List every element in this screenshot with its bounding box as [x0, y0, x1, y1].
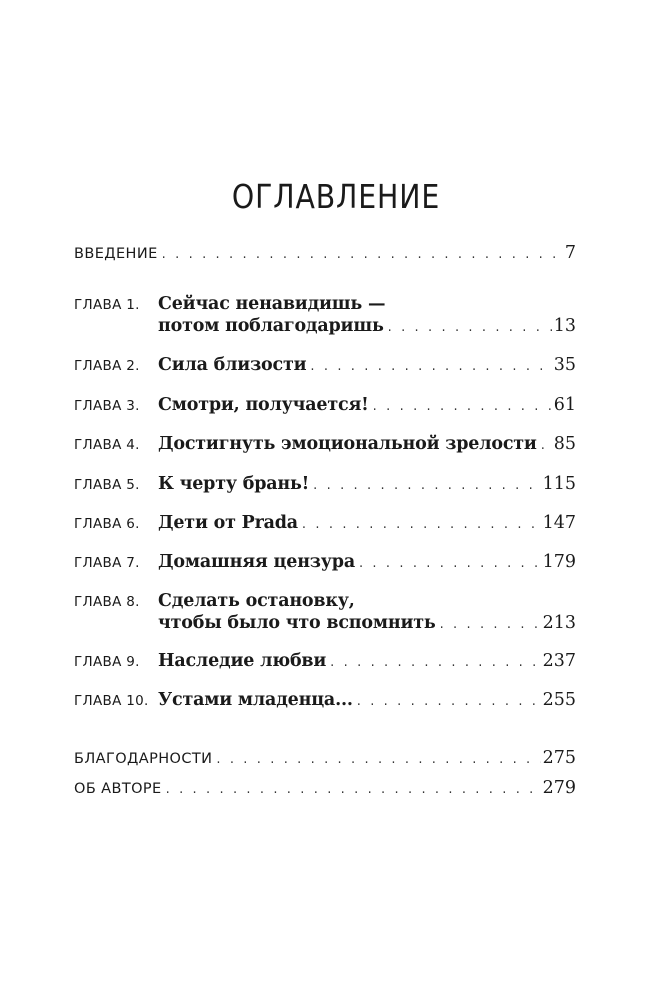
toc-page-number: 7	[564, 243, 576, 263]
toc-entry-chapter-4	[74, 434, 576, 460]
chapter-label: ГЛАВА 1.	[74, 297, 140, 313]
toc-page-number: 279	[542, 778, 576, 798]
toc-entry-chapter-2	[74, 355, 576, 381]
toc-entry-chapter-3	[74, 395, 576, 421]
chapter-label: ГЛАВА 2.	[74, 358, 140, 374]
toc-entry-label: ВВЕДЕНИЕ	[74, 246, 158, 262]
chapter-label: ГЛАВА 6.	[74, 516, 140, 532]
chapter-title: Достигнуть эмоциональной зрелости	[158, 434, 537, 454]
dot-leader	[541, 438, 552, 453]
chapter-title: Устами младенца...	[158, 690, 353, 710]
toc-entry-about-author	[74, 778, 576, 804]
toc-page-number: 179	[542, 552, 576, 572]
toc-entry-chapter-5	[74, 474, 576, 500]
dot-leader	[373, 399, 552, 414]
toc-page-number: 35	[553, 355, 576, 375]
toc-page-number: 255	[542, 690, 576, 710]
toc-page-number: 85	[553, 434, 576, 454]
toc-entry-intro	[74, 243, 576, 269]
toc-entry-chapter-10	[74, 690, 576, 716]
dot-leader	[216, 752, 540, 767]
dot-leader	[357, 694, 541, 709]
dot-leader	[302, 517, 541, 532]
dot-leader	[162, 247, 563, 262]
dot-leader	[310, 359, 551, 374]
dot-leader	[359, 556, 541, 571]
page-title: ОГЛАВЛЕНИЕ	[231, 177, 441, 217]
chapter-label: ГЛАВА 10.	[74, 693, 149, 709]
chapter-label: ГЛАВА 5.	[74, 477, 140, 493]
chapter-label: ГЛАВА 8.	[74, 594, 140, 610]
dot-leader	[313, 478, 540, 493]
toc-page-number: 115	[542, 474, 576, 494]
toc-entry-chapter-7	[74, 552, 576, 578]
chapter-title: Наследие любви	[158, 651, 327, 671]
chapter-title: Сделать остановку,	[158, 591, 355, 611]
toc-entry-chapter-9	[74, 651, 576, 677]
chapter-title: Домашняя цензура	[158, 552, 355, 572]
chapter-label: ГЛАВА 3.	[74, 398, 140, 414]
toc-entry-label: БЛАГОДАРНОСТИ	[74, 751, 213, 767]
toc-page-number: 61	[553, 395, 576, 415]
chapter-label: ГЛАВА 9.	[74, 654, 140, 670]
dot-leader	[388, 320, 552, 335]
toc-entry-chapter-1	[74, 316, 576, 342]
toc-entry-chapter-6	[74, 513, 576, 539]
chapter-title: Дети от Prada	[158, 513, 298, 533]
chapter-title-continued: чтобы было что вспомнить	[158, 613, 436, 633]
toc-page-number: 147	[542, 513, 576, 533]
toc-page-number: 213	[542, 613, 576, 633]
chapter-label: ГЛАВА 7.	[74, 555, 140, 571]
chapter-title: Смотри, получается!	[158, 395, 369, 415]
dot-leader	[440, 617, 541, 632]
chapter-label: ГЛАВА 4.	[74, 437, 140, 453]
toc-entry-acknowledgements	[74, 748, 576, 774]
toc-entry-chapter-8	[74, 613, 576, 639]
toc-page-number: 237	[542, 651, 576, 671]
toc-entry-label: ОБ АВТОРЕ	[74, 781, 162, 797]
chapter-title: Сейчас ненавидишь —	[158, 294, 386, 314]
dot-leader	[166, 782, 541, 797]
chapter-title: Сила близости	[158, 355, 307, 375]
dot-leader	[330, 655, 540, 670]
chapter-title: К черту брань!	[158, 474, 310, 494]
toc-page-number: 13	[553, 316, 576, 336]
chapter-title-continued: потом поблагодаришь	[158, 316, 384, 336]
toc-page-number: 275	[542, 748, 576, 768]
